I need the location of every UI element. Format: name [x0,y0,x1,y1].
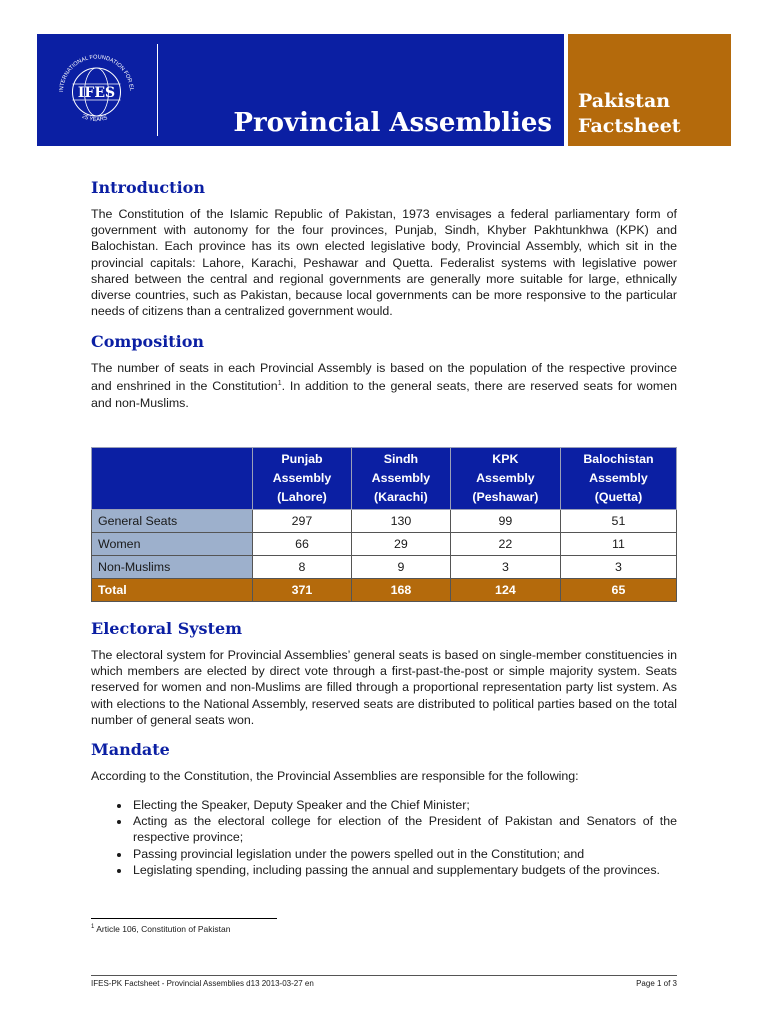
mandate-list-wrap [91,797,677,878]
table-cell: 66 [253,533,352,556]
logo-mark: IFES [77,85,116,101]
footnote-rule [91,918,277,919]
electoral-heading: Electoral System [91,619,243,638]
footer-rule [91,975,677,976]
footnote-number: 1 [91,924,95,931]
row-label: Total [92,579,253,602]
banner-type: Factsheet [578,115,681,137]
logo-years-text: 25 YEARS [80,113,109,124]
table-header-row [92,448,677,510]
table-cell: 297 [253,510,352,533]
table-total-row [92,579,677,602]
column-header: Sindh Assembly (Karachi) [351,448,450,510]
table-cell: 11 [560,533,676,556]
table-corner [92,448,253,510]
banner-country: Pakistan [578,90,671,112]
column-header: Punjab Assembly (Lahore) [253,448,352,510]
intro-heading: Introduction [91,178,205,197]
table-row [92,510,677,533]
composition-heading: Composition [91,332,205,351]
table-cell: 130 [351,510,450,533]
footer-page-number: Page 1 of 3 [636,979,677,988]
column-header: Balochistan Assembly (Quetta) [560,448,676,510]
table-cell: 124 [450,579,560,602]
logo-arc-text: INTERNATIONAL FOUNDATION FOR EL [58,54,135,93]
mandate-heading: Mandate [91,740,170,759]
footnote-ref: 1 [277,380,282,388]
table-cell: 99 [450,510,560,533]
list-item: • Acting as the electoral college for election of the President of Pakistan and Senators of the respective province; [131,813,677,845]
intro-text: The Constitution of the Islamic Republic of Pakistan, 1973 envisages a federal parliamentary form of government with autonomy for the four provinces, Punjab, Sindh, Khyber Pakhtunkhwa (KPK) and Balochistan. Each province has its own elected legislative body, Provincial Assembly, which sit in the provincial capitals: Lahore, Karachi, Peshawar and Quetta. Federalist systems with legislative power shared between the central and regional governments are generally more suitable for large, ethnically diverse countries, such as Pakistan, because local governments can be more responsive to the particular needs of citizens than a centralized government would. [91,207,677,319]
table-row [92,533,677,556]
ifes-logo [49,42,144,137]
table-cell: 3 [560,556,676,579]
table-cell: 9 [351,556,450,579]
table-cell: 8 [253,556,352,579]
table-row [92,556,677,579]
header-banner [37,34,564,146]
table-cell: 51 [560,510,676,533]
table-cell: 371 [253,579,352,602]
table-cell: 168 [351,579,450,602]
footer-doc-id: IFES-PK Factsheet - Provincial Assemblies d13 2013-03-27 en [91,979,314,988]
list-item: • Electing the Speaker, Deputy Speaker and the Chief Minister; [131,797,677,813]
mandate-section [91,740,677,784]
header-divider [157,44,158,136]
footnote [91,924,230,934]
mandate-list [91,797,677,878]
row-label: Non-Muslims [92,556,253,579]
composition-section [91,332,677,411]
table-cell: 65 [560,579,676,602]
mandate-intro: According to the Constitution, the Provincial Assemblies are responsible for the following: [91,769,579,783]
table-cell: 29 [351,533,450,556]
electoral-text: The electoral system for Provincial Assemblies’ general seats is based on single-member constituencies in which members are elected by direct vote through a first-past-the-post or simple majority system. Seats reserved for women and non-Muslims are filled through a proportional representation party list system. As with elections to the National Assembly, reserved seats are distributed to political parties based on the total number of general seats won. [91,648,677,727]
page-title: Provincial Assemblies [233,108,552,138]
electoral-section [91,619,677,728]
composition-text [91,360,677,411]
list-item: • Legislating spending, including passing the annual and supplementary budgets of the provinces. [131,862,677,878]
composition-text-part: . In addition to the general seats, there are reserved seats for women and non-Muslims. [91,379,677,410]
column-header: KPK Assembly (Peshawar) [450,448,560,510]
footnote-text: Article 106, Constitution of Pakistan [96,924,231,934]
list-item: • Passing provincial legislation under the powers spelled out in the Constitution; and [131,846,677,862]
intro-section [91,178,677,319]
row-label: Women [92,533,253,556]
table-cell: 3 [450,556,560,579]
seats-table [91,447,677,602]
composition-text-part: The number of seats in each Provincial Assembly is based on the population of the respective province and enshrined in the Constitution [91,361,677,394]
factsheet-banner [568,34,731,146]
table-cell: 22 [450,533,560,556]
row-label: General Seats [92,510,253,533]
